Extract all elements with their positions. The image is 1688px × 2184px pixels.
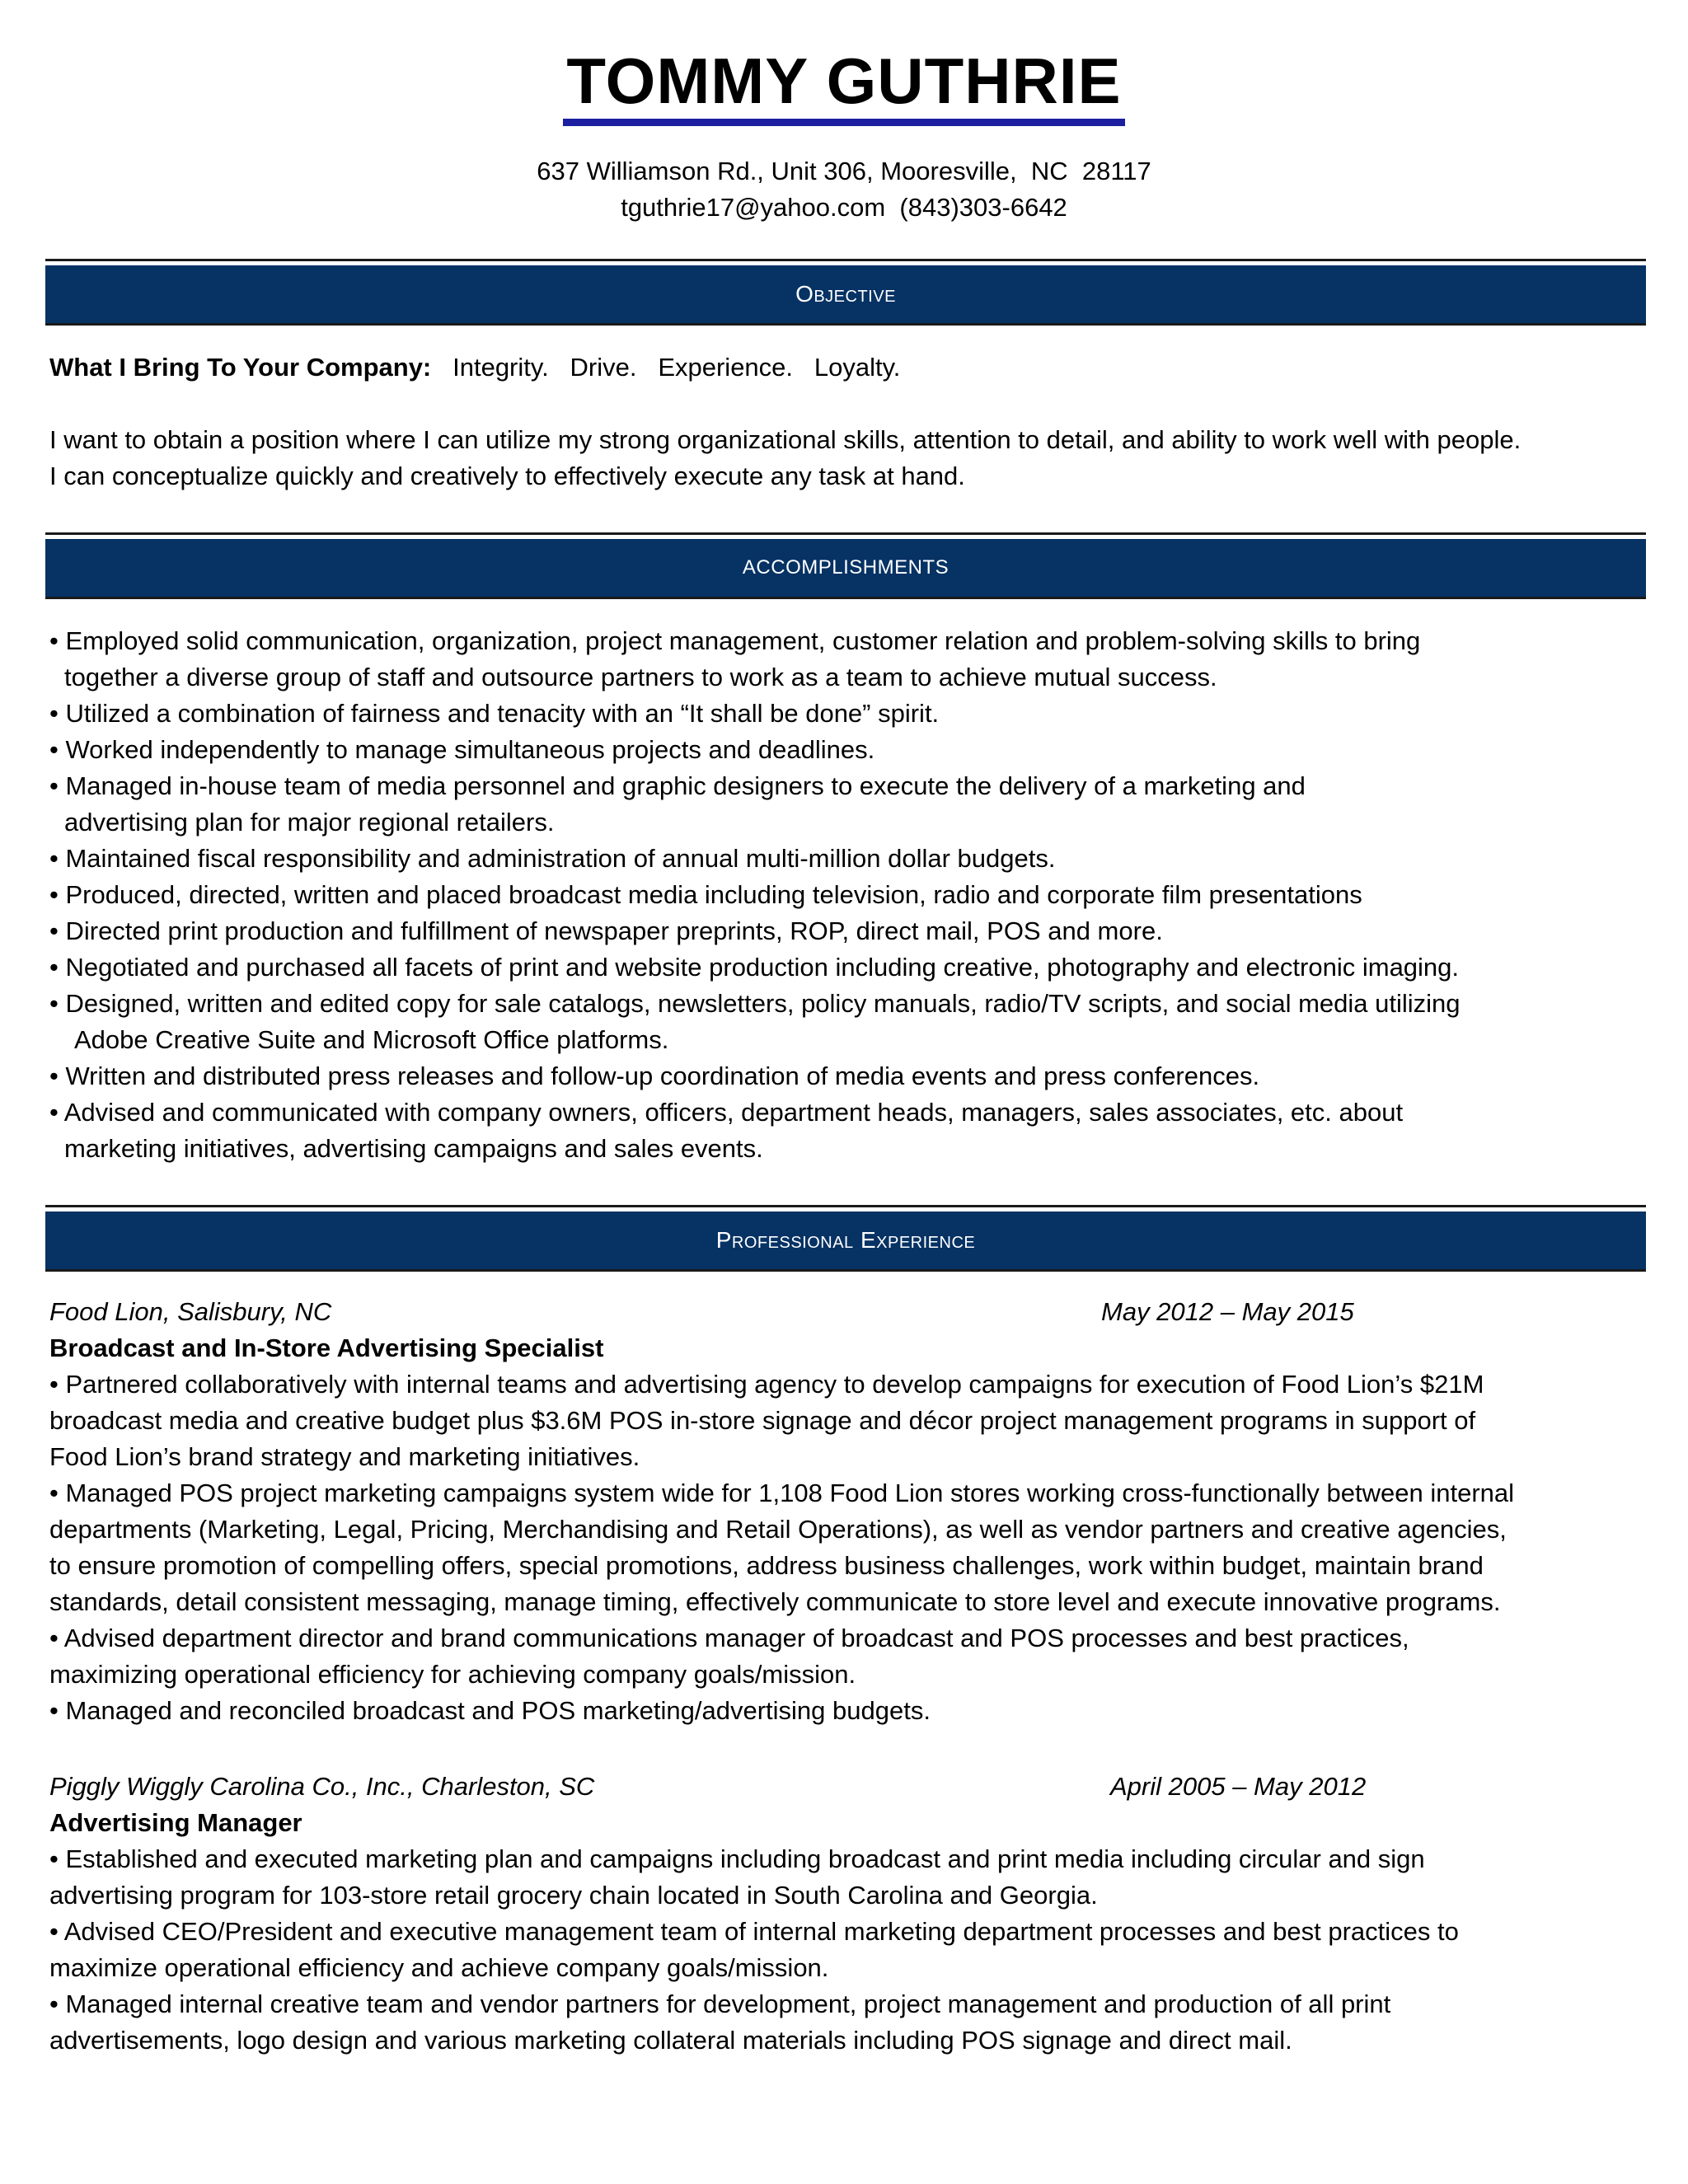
job-line: Food Lion’s brand strategy and marketing initiatives. (49, 1442, 640, 1471)
section-rule-bottom (45, 597, 1646, 599)
job-line: standards, detail consistent messaging, manage timing, effectively communicate to store level and execute innovative programs. (49, 1587, 1501, 1616)
job-line: departments (Marketing, Legal, Pricing, Merchandising and Retail Operations), as well as vendor partners and creative agencies, (49, 1515, 1507, 1544)
list-item: • Produced, directed, written and placed broadcast media including television, radio and corporate film presentations (49, 880, 1362, 909)
list-item: • Managed in-house team of media personnel and graphic designers to execute the delivery of a marketing and (49, 771, 1306, 800)
section-rule-top (45, 1205, 1646, 1207)
job-line: • Managed and reconciled broadcast and POS marketing/advertising budgets. (49, 1696, 931, 1725)
job-dates: May 2012 – May 2015 (1101, 1297, 1354, 1326)
list-item: • Directed print production and fulfillment of newspaper preprints, ROP, direct mail, POS and more. (49, 916, 1163, 945)
job-line: • Established and executed marketing plan and campaigns including broadcast and print media including circular and sign (49, 1844, 1425, 1873)
list-item: • Utilized a combination of fairness and tenacity with an “It shall be done” spirit. (49, 699, 940, 728)
section-objective-heading: Objective (45, 264, 1646, 323)
section-rule-top (45, 259, 1646, 261)
list-item: • Negotiated and purchased all facets of print and website production including creative, photography and electronic imaging. (49, 953, 1460, 982)
job-dates: April 2005 – May 2012 (1110, 1772, 1367, 1801)
objective-line: I can conceptualize quickly and creatively to effectively execute any task at hand. (49, 462, 965, 490)
objective-lead (49, 349, 1657, 386)
list-item-continued: Adobe Creative Suite and Microsoft Office platforms. (74, 1025, 669, 1054)
job-line: • Managed internal creative team and vendor partners for development, project management and production of all print (49, 1990, 1391, 2018)
list-item: • Written and distributed press releases and follow-up coordination of media events and press conferences. (49, 1062, 1260, 1090)
list-item: • Worked independently to manage simultaneous projects and deadlines. (49, 735, 875, 764)
accomplishments-list (49, 623, 1657, 1167)
job-line: advertising program for 103-store retail grocery chain located in South Carolina and Georgia. (49, 1881, 1098, 1910)
objective-lead-label: What I Bring To Your Company: (49, 353, 432, 382)
list-item: • Advised and communicated with company owners, officers, department heads, managers, sales associates, etc. about (49, 1098, 1404, 1127)
contact-email-phone: tguthrie17@yahoo.com (843)303-6642 (621, 193, 1067, 222)
job-title: Advertising Manager (49, 1808, 302, 1837)
list-item: • Maintained fiscal responsibility and administration of annual multi-million dollar budgets. (49, 844, 1056, 873)
candidate-name: TOMMY GUTHRIE (563, 43, 1124, 123)
list-item-continued: advertising plan for major regional retailers. (64, 808, 555, 837)
section-rule-bottom (45, 1269, 1646, 1272)
objective-lead-values: Integrity. Drive. Experience. Loyalty. (452, 353, 901, 382)
section-experience-heading: Professional Experience (45, 1210, 1646, 1269)
job-title: Broadcast and In-Store Advertising Specialist (49, 1333, 604, 1362)
job-line: advertisements, logo design and various marketing collateral materials including POS signage and direct mail. (49, 2026, 1292, 2055)
list-item: • Designed, written and edited copy for sale catalogs, newsletters, policy manuals, radio/TV scripts, and social media utilizing (49, 989, 1461, 1018)
job-header (49, 1769, 1657, 1805)
resume-name-block (0, 43, 1688, 123)
list-item: • Employed solid communication, organization, project management, customer relation and problem-solving skills to bring (49, 626, 1421, 655)
job-line: to ensure promotion of compelling offers, special promotions, address business challenges, work within budget, maintain brand (49, 1551, 1484, 1580)
job-body (49, 1330, 1657, 1729)
job-company: Food Lion, Salisbury, NC (49, 1297, 332, 1326)
job-line: broadcast media and creative budget plus $3.6M POS in-store signage and décor project management programs in support of (49, 1406, 1476, 1435)
contact-address: 637 Williamson Rd., Unit 306, Mooresville, NC 28117 (537, 157, 1151, 185)
section-rule-top (45, 532, 1646, 535)
job-line: • Advised CEO/President and executive management team of internal marketing department processes and best practices to (49, 1917, 1459, 1946)
job-line: maximizing operational efficiency for achieving company goals/mission. (49, 1660, 856, 1689)
section-accomplishments-heading: ACCOMPLISHMENTS (45, 537, 1646, 597)
job-line: maximize operational efficiency and achieve company goals/mission. (49, 1953, 829, 1982)
objective-line: I want to obtain a position where I can utilize my strong organizational skills, attention to detail, and ability to work well with people. (49, 425, 1522, 454)
objective-body (49, 422, 1657, 494)
job-header (49, 1294, 1657, 1330)
job-line: • Advised department director and brand communications manager of broadcast and POS processes and best practices, (49, 1624, 1409, 1652)
job-body (49, 1805, 1657, 2059)
job-company: Piggly Wiggly Carolina Co., Inc., Charleston, SC (49, 1772, 595, 1801)
job-line: • Managed POS project marketing campaigns system wide for 1,108 Food Lion stores working cross-functionally between internal (49, 1479, 1515, 1507)
job-line: • Partnered collaboratively with internal teams and advertising agency to develop campaigns for execution of Food Lion’s $21M (49, 1370, 1484, 1399)
section-rule-bottom (45, 323, 1646, 326)
list-item-continued: marketing initiatives, advertising campaigns and sales events. (64, 1134, 763, 1163)
list-item-continued: together a diverse group of staff and outsource partners to work as a team to achieve mutual success. (64, 663, 1217, 691)
